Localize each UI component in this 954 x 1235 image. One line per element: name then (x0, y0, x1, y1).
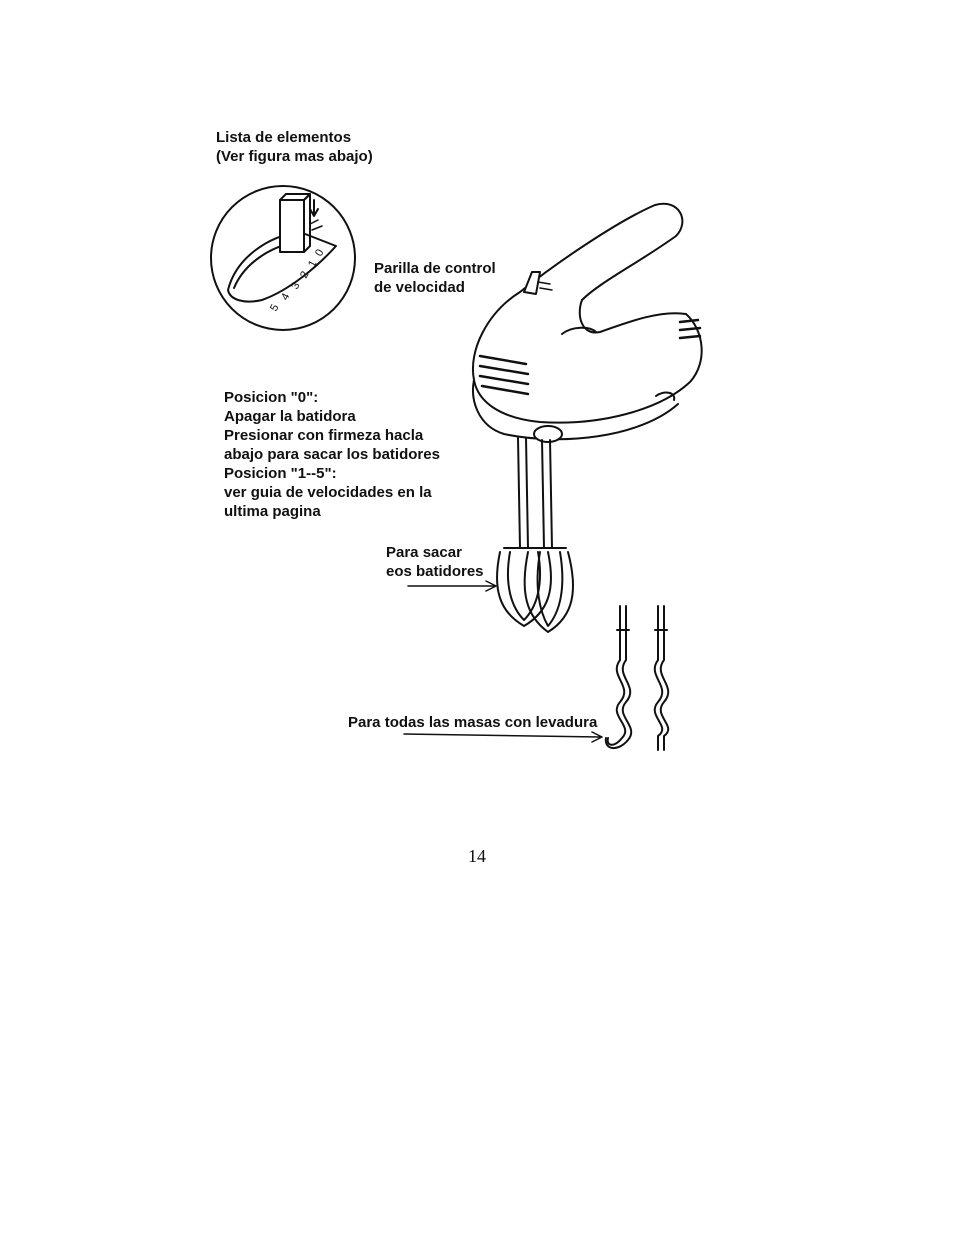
items-title-line: Lista de elementos (216, 129, 352, 146)
beater-removal-label (386, 543, 484, 581)
speed-control-label (374, 259, 496, 297)
position-note-line: abajo para sacar los batidores (224, 446, 440, 463)
items-list-title (216, 128, 373, 166)
dial-number: 0 (313, 247, 327, 259)
position-note-line: ver guia de velocidades en la (224, 484, 432, 501)
position-note-line: Posicion "0": (224, 389, 319, 406)
dough-hook-arrow (404, 732, 602, 742)
dial-number: 2 (298, 269, 312, 281)
dial-number: 5 (268, 302, 282, 314)
speed-label-line: Parilla de control (374, 260, 496, 277)
position-note-line: Presionar con firmeza hacla (224, 427, 424, 444)
dough-hook-label: Para todas las masas con levadura (348, 714, 598, 731)
position-note-line: ultima pagina (224, 503, 321, 520)
items-title-line: (Ver figura mas abajo) (216, 148, 373, 165)
speed-dial-inset (211, 186, 355, 330)
beaters (497, 438, 573, 632)
beater-label-line: eos batidores (386, 563, 484, 580)
mixer-body (473, 204, 702, 442)
position-notes (224, 388, 440, 521)
dial-number: 1 (306, 258, 320, 270)
position-note-line: Apagar la batidora (224, 408, 356, 425)
dial-number: 3 (289, 280, 303, 292)
speed-label-line: de velocidad (374, 279, 465, 296)
page-number: 14 (468, 846, 486, 866)
beater-label-line: Para sacar (386, 544, 462, 561)
position-note-line: Posicion "1--5": (224, 465, 337, 482)
dough-hooks (606, 606, 668, 750)
beater-arrow (408, 581, 496, 591)
dial-number: 4 (279, 291, 293, 303)
